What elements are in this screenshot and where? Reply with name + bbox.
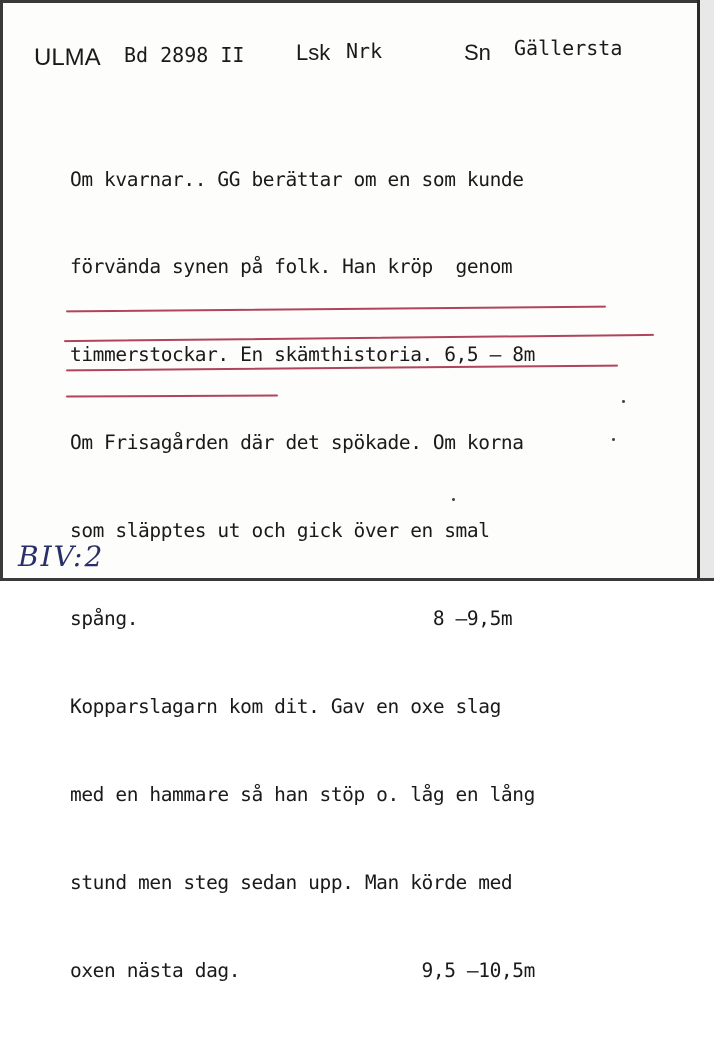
body-line: Om kvarnar.. GG berättar om en som kunde [70, 167, 524, 191]
parish-label: Sn [464, 40, 491, 65]
body-line: förvända synen på folk. Han kröp genom [70, 255, 513, 279]
body-line: spång. 8 —9,5m [70, 607, 513, 631]
body-line: med en hammare så han stöp o. låg en lång [70, 782, 535, 806]
body-line: stund men steg sedan upp. Man körde med [70, 870, 513, 894]
speck [612, 438, 615, 441]
speck [622, 400, 625, 403]
card-border-left [0, 0, 3, 581]
body-line: som släpptes ut och gick över en smal [70, 519, 490, 543]
handwritten-note: BIV:2 [18, 540, 105, 573]
body-line: oxen nästa dag. 9,5 —10,5m [70, 958, 535, 982]
card-border-top [0, 0, 714, 3]
body-line: Kopparslagarn kom dit. Gav en oxe slag [70, 694, 501, 718]
landscape-value: Nrk [346, 39, 383, 63]
parish-value: Gällersta [514, 36, 623, 60]
landscape-label: Lsk [296, 40, 331, 65]
body-line: Om Frisagården där det spökade. Om korna [70, 431, 524, 455]
speck [452, 498, 455, 501]
body-line: timmerstockar. En skämthistoria. 6,5 — 8m [70, 343, 535, 367]
card-body-text [70, 106, 535, 1044]
archive-name: ULMA [34, 44, 101, 71]
reference-number: Bd 2898 II [124, 43, 245, 67]
scan-margin [700, 0, 714, 581]
